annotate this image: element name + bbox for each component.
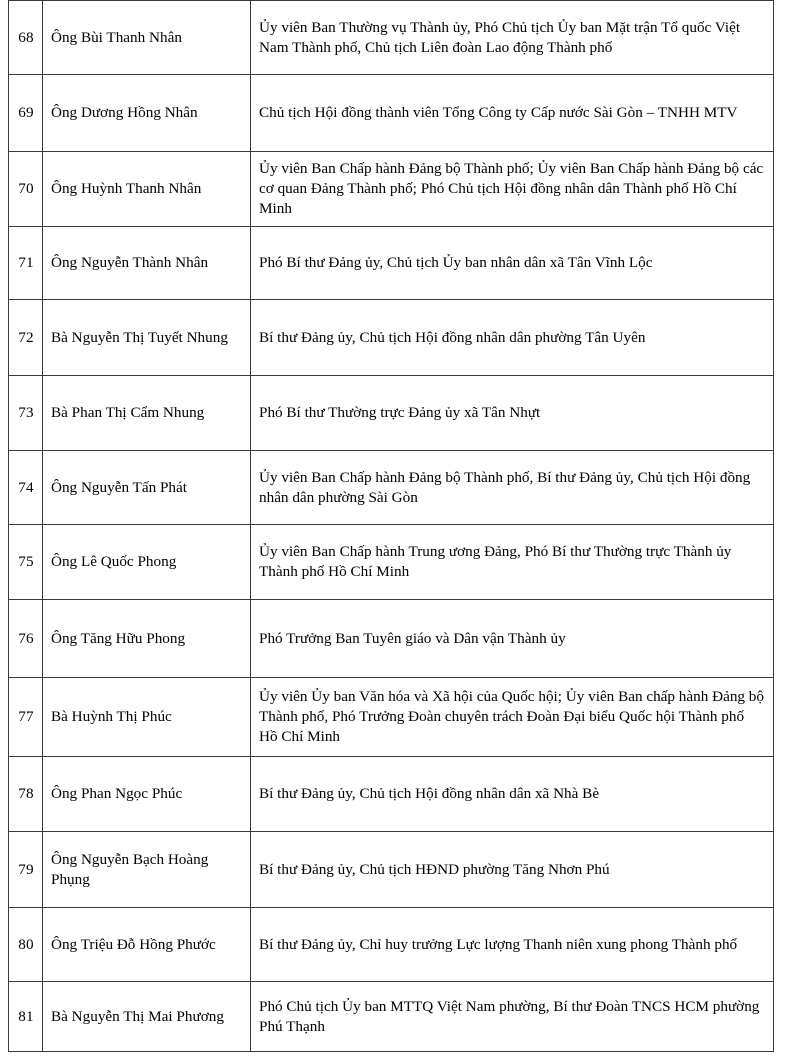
row-position: Phó Trưởng Ban Tuyên giáo và Dân vận Thành ủy xyxy=(251,600,774,678)
row-name: Ông Nguyễn Bạch Hoàng Phụng xyxy=(43,832,251,908)
row-name: Ông Tăng Hữu Phong xyxy=(43,600,251,678)
row-number: 74 xyxy=(9,451,43,525)
row-number: 75 xyxy=(9,525,43,600)
table-row xyxy=(9,600,774,678)
table-row xyxy=(9,908,774,982)
row-name: Bà Nguyễn Thị Tuyết Nhung xyxy=(43,300,251,376)
table-row xyxy=(9,152,774,227)
row-number: 70 xyxy=(9,152,43,227)
row-number: 76 xyxy=(9,600,43,678)
row-position: Ủy viên Ủy ban Văn hóa và Xã hội của Quốc hội; Ủy viên Ban chấp hành Đảng bộ Thành phố, Phó Trưởng Đoàn chuyên trách Đoàn Đại biểu Quốc hội Thành phố Hồ Chí Minh xyxy=(251,678,774,757)
table-row xyxy=(9,1,774,75)
row-name: Bà Phan Thị Cẩm Nhung xyxy=(43,376,251,451)
row-number: 68 xyxy=(9,1,43,75)
row-name: Ông Phan Ngọc Phúc xyxy=(43,757,251,832)
row-name: Ông Nguyễn Tấn Phát xyxy=(43,451,251,525)
row-position: Bí thư Đảng ủy, Chủ tịch Hội đồng nhân dân phường Tân Uyên xyxy=(251,300,774,376)
row-number: 81 xyxy=(9,982,43,1052)
row-position: Phó Bí thư Đảng ủy, Chủ tịch Ủy ban nhân dân xã Tân Vĩnh Lộc xyxy=(251,227,774,300)
table-row xyxy=(9,227,774,300)
row-position: Ủy viên Ban Chấp hành Đảng bộ Thành phố, Bí thư Đảng ủy, Chủ tịch Hội đồng nhân dân phường Sài Gòn xyxy=(251,451,774,525)
officials-table xyxy=(8,0,774,1052)
table-row xyxy=(9,300,774,376)
row-number: 79 xyxy=(9,832,43,908)
row-position: Ủy viên Ban Chấp hành Đảng bộ Thành phố; Ủy viên Ban Chấp hành Đảng bộ các cơ quan Đảng Thành phố; Phó Chủ tịch Hội đồng nhân dân Thành phố Hồ Chí Minh xyxy=(251,152,774,227)
row-position: Ủy viên Ban Thường vụ Thành ủy, Phó Chủ tịch Ủy ban Mặt trận Tổ quốc Việt Nam Thành phố, Chủ tịch Liên đoàn Lao động Thành phố xyxy=(251,1,774,75)
row-name: Bà Nguyễn Thị Mai Phương xyxy=(43,982,251,1052)
row-name: Ông Dương Hồng Nhân xyxy=(43,75,251,152)
table-row xyxy=(9,75,774,152)
table-row xyxy=(9,451,774,525)
row-number: 71 xyxy=(9,227,43,300)
row-position: Phó Bí thư Thường trực Đảng ủy xã Tân Nhựt xyxy=(251,376,774,451)
table-row xyxy=(9,678,774,757)
table-row xyxy=(9,832,774,908)
row-number: 77 xyxy=(9,678,43,757)
table-row xyxy=(9,982,774,1052)
row-number: 80 xyxy=(9,908,43,982)
table-row xyxy=(9,525,774,600)
row-position: Bí thư Đảng ủy, Chỉ huy trưởng Lực lượng Thanh niên xung phong Thành phố xyxy=(251,908,774,982)
row-name: Ông Nguyễn Thành Nhân xyxy=(43,227,251,300)
row-number: 78 xyxy=(9,757,43,832)
row-number: 73 xyxy=(9,376,43,451)
row-name: Ông Triệu Đỗ Hồng Phước xyxy=(43,908,251,982)
officials-table-body xyxy=(9,1,774,1052)
row-name: Ông Huỳnh Thanh Nhân xyxy=(43,152,251,227)
row-position: Bí thư Đảng ủy, Chủ tịch HĐND phường Tăng Nhơn Phú xyxy=(251,832,774,908)
row-name: Bà Huỳnh Thị Phúc xyxy=(43,678,251,757)
row-name: Ông Bùi Thanh Nhân xyxy=(43,1,251,75)
table-row xyxy=(9,757,774,832)
officials-table-container xyxy=(8,0,773,1052)
row-position: Chủ tịch Hội đồng thành viên Tổng Công ty Cấp nước Sài Gòn – TNHH MTV xyxy=(251,75,774,152)
row-position: Bí thư Đảng ủy, Chủ tịch Hội đồng nhân dân xã Nhà Bè xyxy=(251,757,774,832)
row-name: Ông Lê Quốc Phong xyxy=(43,525,251,600)
row-number: 72 xyxy=(9,300,43,376)
row-position: Ủy viên Ban Chấp hành Trung ương Đảng, Phó Bí thư Thường trực Thành ủy Thành phố Hồ Chí Minh xyxy=(251,525,774,600)
row-number: 69 xyxy=(9,75,43,152)
row-position: Phó Chủ tịch Ủy ban MTTQ Việt Nam phường, Bí thư Đoàn TNCS HCM phường Phú Thạnh xyxy=(251,982,774,1052)
table-row xyxy=(9,376,774,451)
